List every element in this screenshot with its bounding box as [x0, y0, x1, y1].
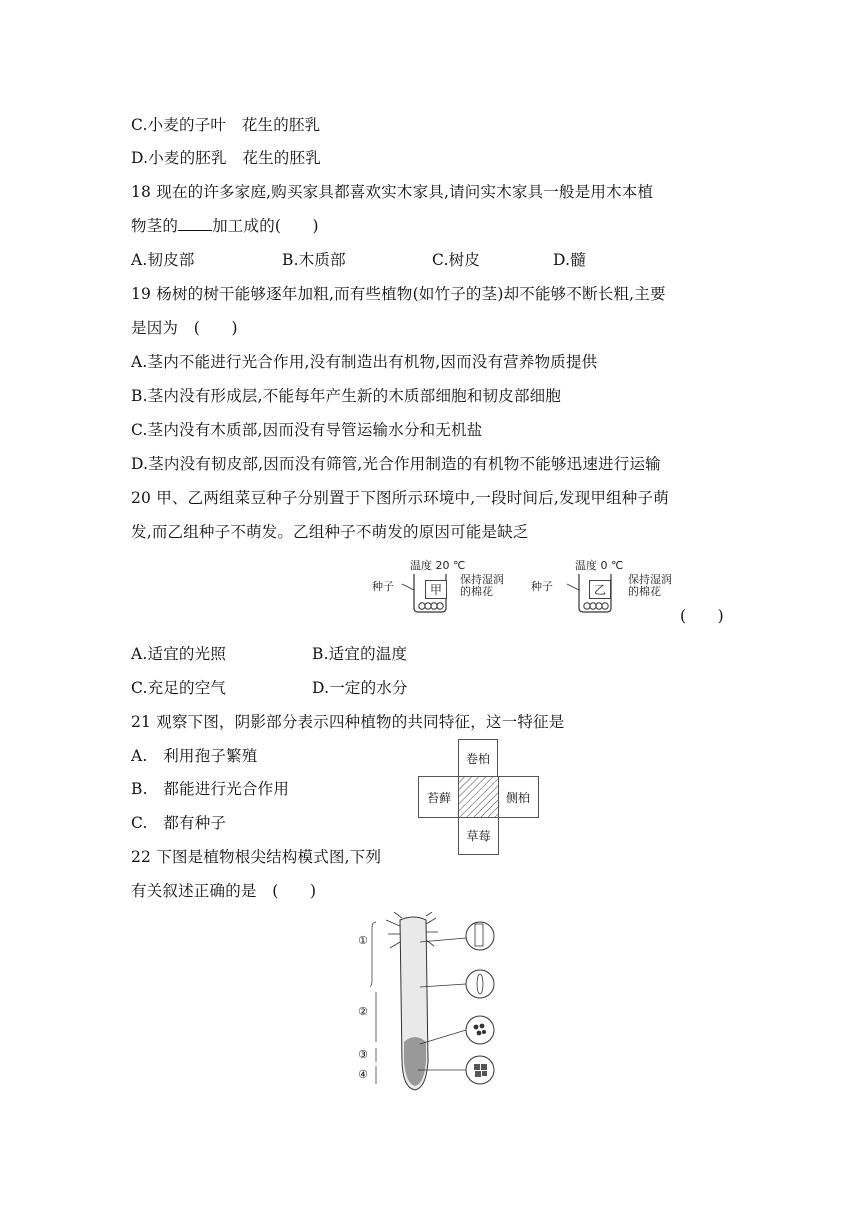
jar-a-name: 甲	[425, 580, 447, 599]
q20-option-c: C.充足的空气	[131, 679, 227, 697]
jar-b-cotton-label: 保持湿润 的棉花	[628, 573, 672, 598]
jar-a-seed-label: 种子	[372, 580, 394, 593]
root-label-2: ②	[358, 1005, 368, 1018]
q19-option-c: C.茎内没有木质部,因而没有导管运输水分和无机盐	[131, 421, 483, 439]
jar-a-cotton-label: 保持湿润 的棉花	[460, 573, 504, 598]
q22-stem-line1: 22 下图是植物根尖结构模式图,下列	[131, 848, 382, 866]
q21-stem: 21 观察下图，阴影部分表示四种植物的共同特征，这一特征是	[131, 713, 565, 731]
q18-option-d: D.髓	[553, 251, 586, 269]
q19-option-a: A.茎内不能进行光合作用,没有制造出有机物,因而没有营养物质提供	[131, 353, 598, 371]
q20-answer-paren: ( )	[680, 607, 724, 625]
q19-stem-line1: 19 杨树的树干能够逐年加粗,而有些植物(如竹子的茎)却不能够不断长粗,主要	[131, 285, 666, 303]
q21-option-a: A. 利用孢子繁殖	[131, 747, 258, 765]
root-tip-illustration	[370, 912, 510, 1092]
q20-option-b: B.适宜的温度	[312, 645, 408, 663]
q20-stem-line1: 20 甲、乙两组菜豆种子分别置于下图所示环境中,一段时间后,发现甲组种子萌	[131, 489, 669, 507]
jar-a-temp: 温度 20 ℃	[410, 559, 466, 572]
q19-option-d: D.茎内没有韧皮部,因而没有筛管,光合作用制造的有机物不能够迅速进行运输	[131, 455, 661, 473]
cross-top-cell: 卷柏	[458, 739, 498, 777]
jar-b-name: 乙	[589, 580, 611, 599]
root-label-3: ③	[358, 1048, 368, 1061]
shaded-center-cell	[458, 776, 499, 818]
jar-b-temp: 温度 0 ℃	[575, 559, 624, 572]
cross-right-cell: 侧柏	[498, 776, 539, 818]
q17-option-d: D.小麦的胚乳 花生的胚乳	[131, 149, 321, 167]
q20-option-a: A.适宜的光照	[131, 645, 227, 663]
q20-option-d: D.一定的水分	[312, 679, 408, 697]
q18-option-c: C.树皮	[432, 251, 481, 269]
q18-stem-line1: 18 现在的许多家庭,购买家具都喜欢实木家具,请问实木家具一般是用木本植	[131, 183, 654, 201]
q22-stem-line2: 有关叙述正确的是 ( )	[131, 882, 317, 900]
q18-stem-part2: 加工成的( )	[212, 217, 319, 235]
root-label-4: ④	[358, 1068, 368, 1081]
jar-b-seed-label: 种子	[531, 580, 553, 593]
root-label-1: ①	[358, 934, 368, 947]
q21-option-c: C. 都有种子	[131, 814, 227, 832]
q17-option-c: C.小麦的子叶 花生的胚乳	[131, 116, 321, 134]
q21-option-b: B. 都能进行光合作用	[131, 780, 290, 798]
q19-option-b: B.茎内没有形成层,不能每年产生新的木质部细胞和韧皮部细胞	[131, 387, 562, 405]
q18-stem-line2	[131, 214, 319, 236]
cross-left-cell: 苔藓	[418, 776, 459, 818]
q18-option-a: A.韧皮部	[131, 251, 195, 269]
cross-bottom-cell: 草莓	[458, 817, 499, 855]
answer-blank	[178, 216, 212, 231]
q18-option-b: B.木质部	[282, 251, 346, 269]
q20-stem-line2: 发,而乙组种子不萌发。乙组种子不萌发的原因可能是缺乏	[131, 523, 529, 541]
q19-stem-line2: 是因为 ( )	[131, 319, 238, 337]
q18-stem-part1: 物茎的	[131, 217, 179, 235]
